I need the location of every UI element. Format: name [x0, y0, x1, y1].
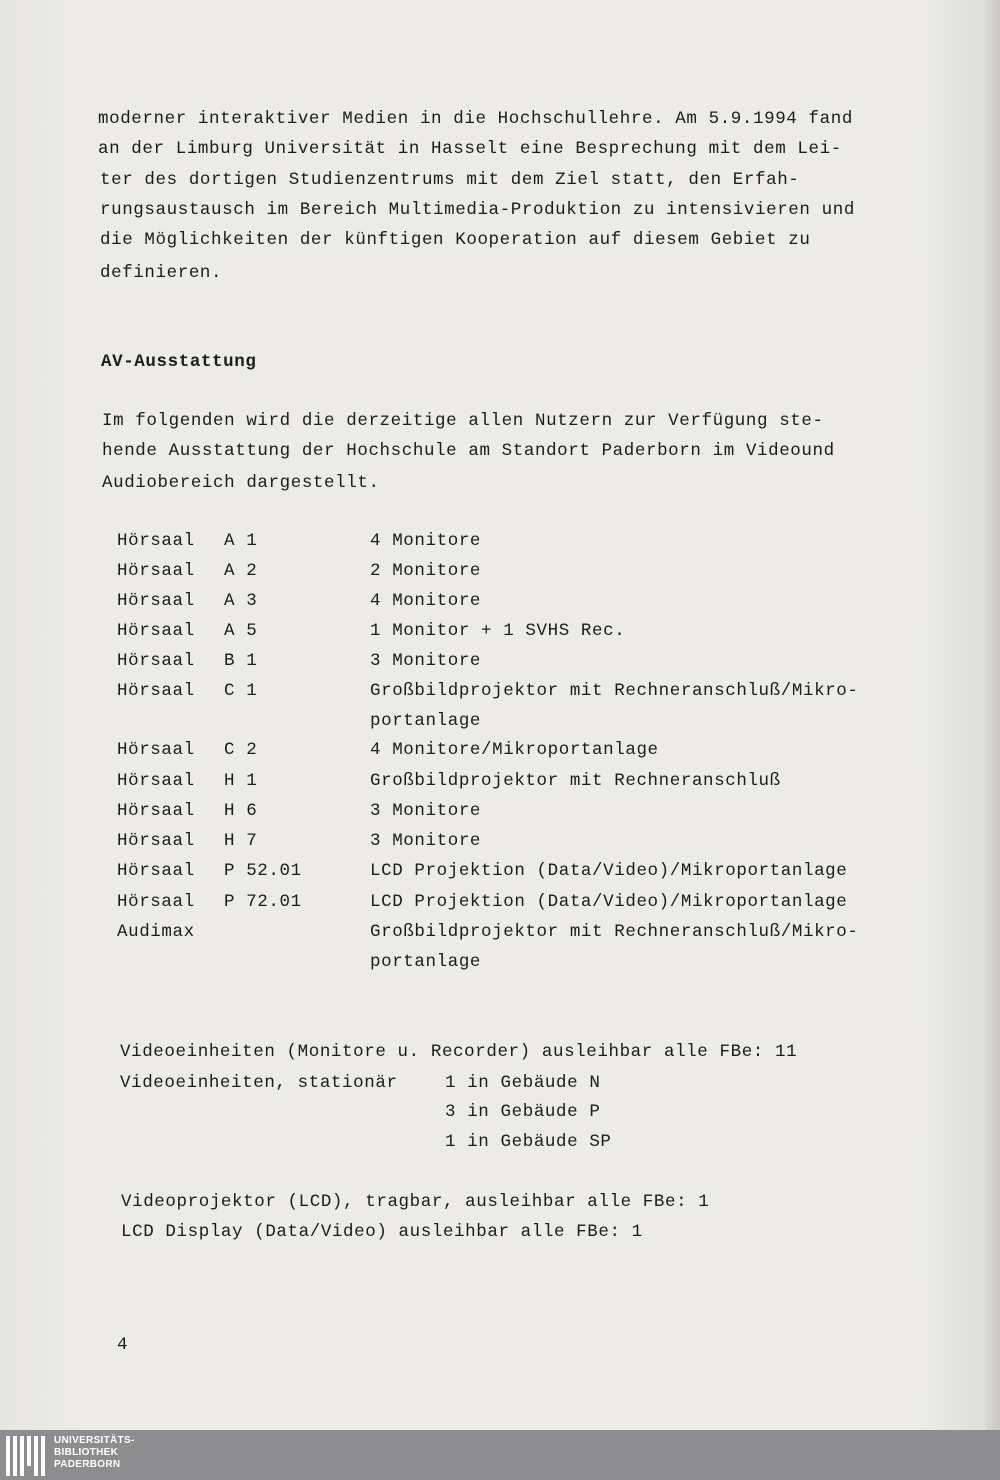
table-row	[0, 651, 1000, 681]
video-units-stationary-label: Videoeinheiten, stationär	[120, 1073, 398, 1093]
intro-line: moderner interaktiver Medien in die Hochschullehre. Am 5.9.1994 fand	[98, 109, 853, 129]
room-label: B 1	[224, 651, 258, 671]
table-row-continuation	[0, 952, 1000, 982]
intro-line: an der Limburg Universität in Hasselt eine Besprechung mit dem Lei-	[98, 139, 842, 159]
intro-line: ter des dortigen Studienzentrums mit dem Ziel statt, den Erfah-	[100, 170, 800, 190]
table-row	[0, 591, 1000, 621]
room-label: C 2	[224, 740, 258, 760]
equipment-text: 3 Monitore	[370, 651, 482, 671]
equipment-text: LCD Projektion (Data/Video)/Mikroportanlage	[370, 861, 848, 881]
equipment-text: 4 Monitore	[370, 591, 482, 611]
hall-label: Hörsaal	[117, 531, 195, 551]
table-row	[0, 681, 1000, 711]
hall-label: Hörsaal	[117, 831, 195, 851]
table-row	[0, 892, 1000, 922]
room-label: A 3	[224, 591, 258, 611]
equipment-text: 4 Monitore/Mikroportanlage	[370, 740, 659, 760]
equipment-text: 1 Monitor + 1 SVHS Rec.	[370, 621, 626, 641]
intro-line: definieren.	[100, 263, 223, 283]
table-row	[0, 621, 1000, 651]
section-heading: AV-Ausstattung	[101, 352, 257, 372]
projector-line: LCD Display (Data/Video) ausleihbar alle FBe: 1	[121, 1222, 643, 1242]
hall-label: Hörsaal	[117, 681, 195, 701]
room-label: H 1	[224, 771, 258, 791]
equipment-text: portanlage	[370, 952, 482, 972]
room-label: A 5	[224, 621, 258, 641]
stationary-item: 1 in Gebäude N	[445, 1073, 601, 1093]
intro-line: rungsaustausch im Bereich Multimedia-Produktion zu intensivieren und	[100, 200, 855, 220]
section-intro-line: Audiobereich dargestellt.	[102, 473, 380, 493]
room-label: C 1	[224, 681, 258, 701]
logo-line: PADERBORN	[54, 1459, 121, 1470]
video-units-lending: Videoeinheiten (Monitore u. Recorder) ausleihbar alle FBe: 11	[120, 1042, 798, 1062]
table-row	[0, 531, 1000, 561]
equipment-text: Großbildprojektor mit Rechneranschluß	[370, 771, 781, 791]
hall-label: Hörsaal	[117, 771, 195, 791]
table-row	[0, 561, 1000, 591]
equipment-text: 2 Monitore	[370, 561, 482, 581]
hall-label: Hörsaal	[117, 621, 195, 641]
equipment-text: Großbildprojektor mit Rechneranschluß/Mikro-	[370, 922, 859, 942]
intro-line: die Möglichkeiten der künftigen Kooperation auf diesem Gebiet zu	[100, 230, 811, 250]
hall-label: Hörsaal	[117, 861, 195, 881]
hall-label: Hörsaal	[117, 651, 195, 671]
equipment-text: 3 Monitore	[370, 831, 482, 851]
hall-label: Hörsaal	[117, 801, 195, 821]
room-label: A 1	[224, 531, 258, 551]
equipment-text: LCD Projektion (Data/Video)/Mikroportanlage	[370, 892, 848, 912]
section-intro-line: Im folgenden wird die derzeitige allen Nutzern zur Verfügung ste-	[102, 411, 824, 431]
table-row-continuation	[0, 711, 1000, 741]
projector-line: Videoprojektor (LCD), tragbar, ausleihbar alle FBe: 1	[121, 1192, 710, 1212]
library-logo-text	[54, 1435, 135, 1471]
stationary-item: 1 in Gebäude SP	[445, 1132, 612, 1152]
table-row	[0, 861, 1000, 891]
table-row	[0, 831, 1000, 861]
table-row	[0, 771, 1000, 801]
equipment-text: 3 Monitore	[370, 801, 482, 821]
room-label: H 7	[224, 831, 258, 851]
page-number: 4	[117, 1335, 128, 1355]
logo-line: UNIVERSITÄTS-	[54, 1435, 135, 1446]
table-row	[0, 922, 1000, 952]
equipment-text: 4 Monitore	[370, 531, 482, 551]
room-label: P 72.01	[224, 892, 302, 912]
library-footer-bar	[0, 1430, 1000, 1480]
table-row	[0, 801, 1000, 831]
library-logo-icon	[6, 1436, 46, 1476]
logo-line: BIBLIOTHEK	[54, 1447, 119, 1458]
hall-label: Hörsaal	[117, 740, 195, 760]
hall-label: Hörsaal	[117, 561, 195, 581]
equipment-text: Großbildprojektor mit Rechneranschluß/Mikro-	[370, 681, 859, 701]
hall-label: Hörsaal	[117, 892, 195, 912]
hall-label: Audimax	[117, 922, 195, 942]
room-label: H 6	[224, 801, 258, 821]
stationary-item: 3 in Gebäude P	[445, 1102, 601, 1122]
room-label: P 52.01	[224, 861, 302, 881]
section-intro-line: hende Ausstattung der Hochschule am Standort Paderborn im Videound	[102, 441, 835, 461]
hall-label: Hörsaal	[117, 591, 195, 611]
equipment-text: portanlage	[370, 711, 482, 731]
room-label: A 2	[224, 561, 258, 581]
table-row	[0, 740, 1000, 770]
